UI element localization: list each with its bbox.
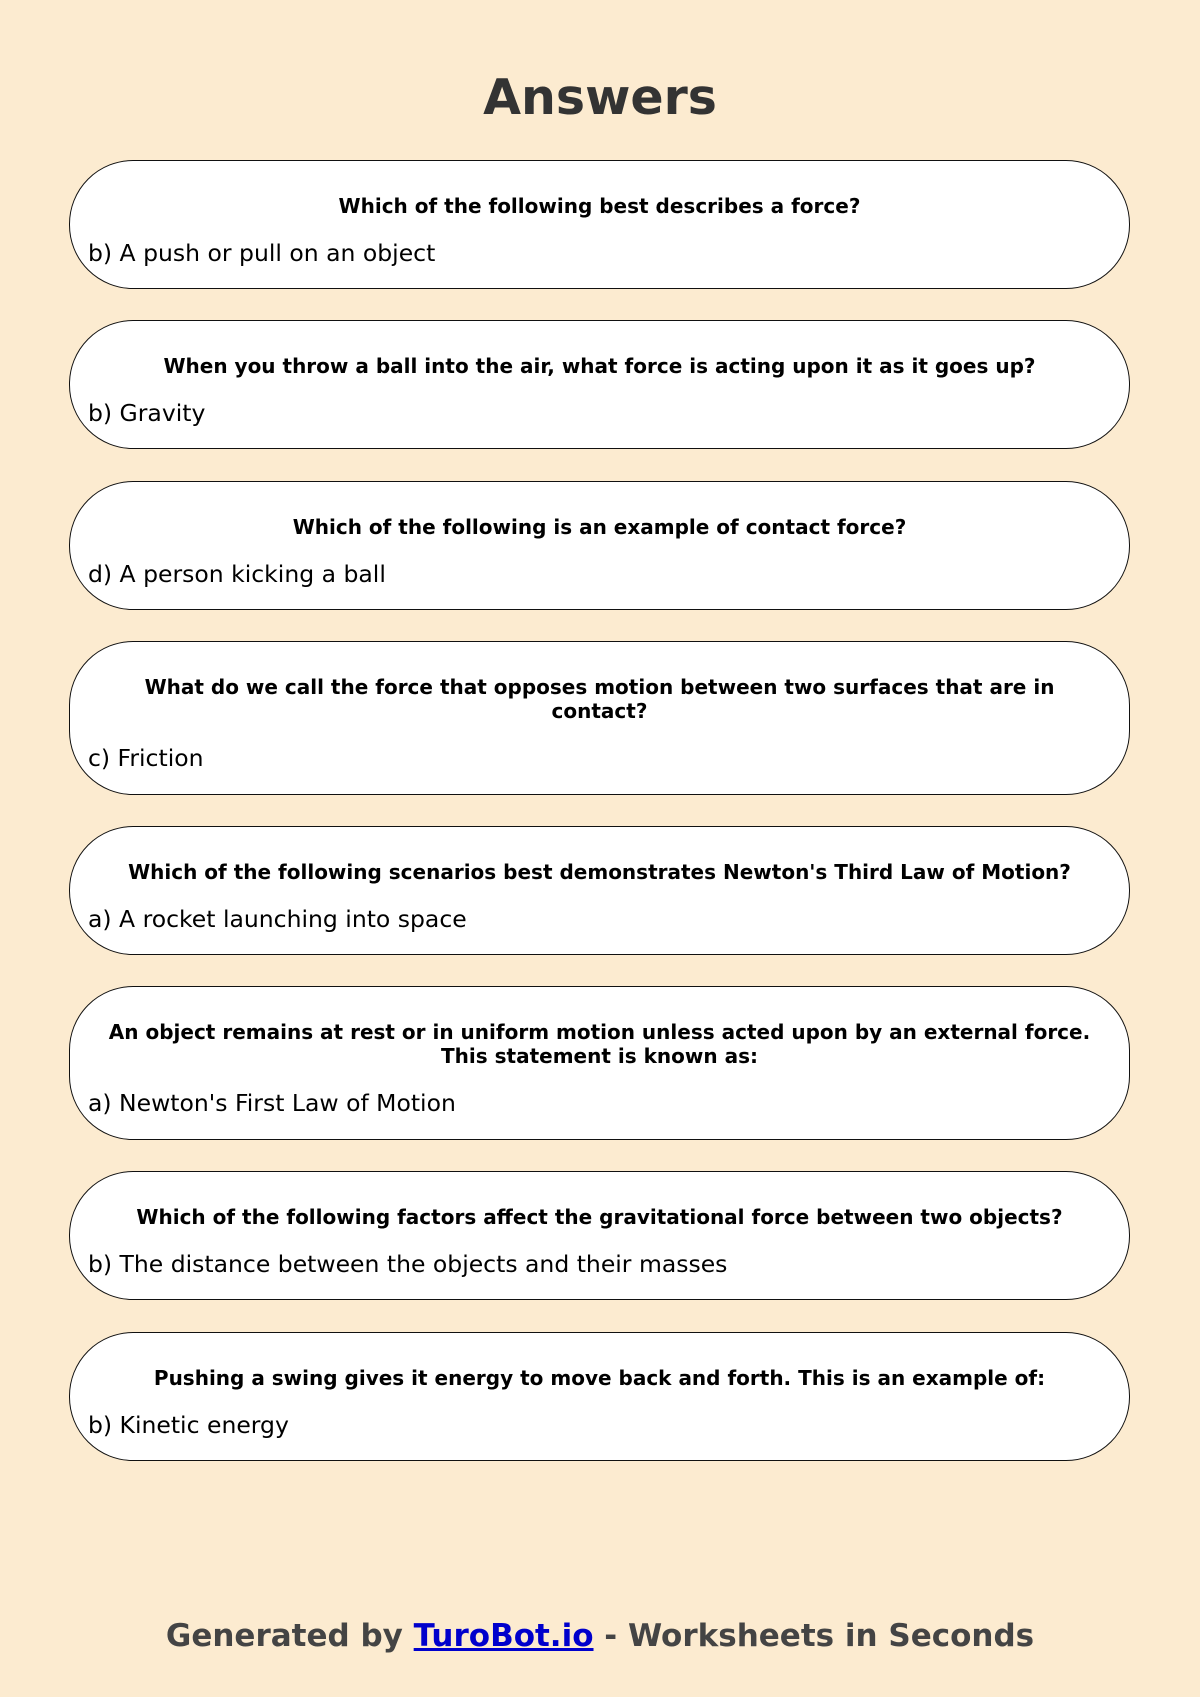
footer (0, 1616, 1200, 1656)
footer-suffix: - Worksheets in Seconds (593, 1618, 1035, 1654)
answer-card (69, 1171, 1130, 1300)
answer-card (69, 826, 1130, 955)
answer-card (69, 160, 1130, 289)
answer-text: b) Gravity (88, 399, 206, 427)
answer-text: b) The distance between the objects and their masses (88, 1250, 728, 1278)
answer-text: c) Friction (88, 744, 204, 772)
answer-card (69, 481, 1130, 610)
answer-card (69, 320, 1130, 449)
question-text: Which of the following best describes a force? (338, 194, 861, 218)
page-title: Answers (483, 69, 717, 126)
question-text: When you throw a ball into the air, what force is acting upon it as it goes up? (163, 354, 1036, 378)
answer-text: a) A rocket launching into space (88, 905, 467, 933)
answer-card (69, 1332, 1130, 1461)
answer-text: b) Kinetic energy (88, 1411, 289, 1439)
answer-text: a) Newton's First Law of Motion (88, 1089, 456, 1117)
turobot-link[interactable]: TuroBot.io (413, 1618, 594, 1654)
question-text: Pushing a swing gives it energy to move back and forth. This is an example of: (153, 1366, 1046, 1390)
question-text: An object remains at rest or in uniform motion unless acted upon by an external force. This statement is known as: (108, 1020, 1091, 1068)
question-text: What do we call the force that opposes motion between two surfaces that are in contact? (144, 675, 1055, 723)
question-text: Which of the following is an example of contact force? (292, 515, 907, 539)
answer-card (69, 641, 1130, 795)
question-text: Which of the following factors affect the gravitational force between two objects? (136, 1205, 1063, 1229)
question-text: Which of the following scenarios best demonstrates Newton's Third Law of Motion? (128, 860, 1071, 884)
answer-card (69, 986, 1130, 1140)
answer-text: b) A push or pull on an object (88, 239, 436, 267)
footer-prefix: Generated by (165, 1618, 414, 1654)
answer-text: d) A person kicking a ball (88, 560, 386, 588)
